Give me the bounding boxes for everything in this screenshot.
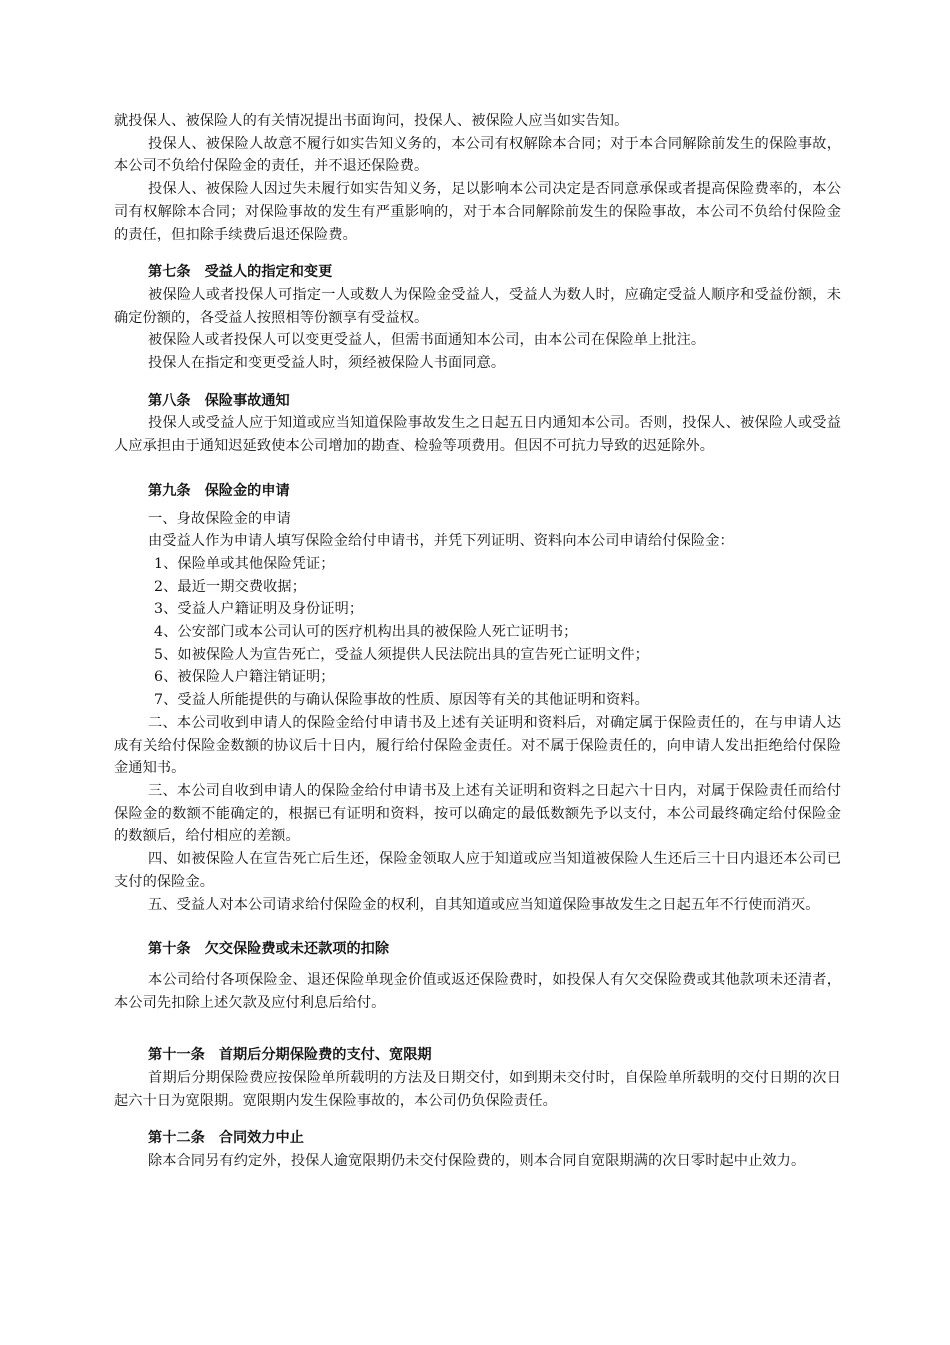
article-9-heading bbox=[114, 480, 841, 503]
article-9-paragraph-2: 二、本公司收到申请人的保险金给付申请书及上述有关证明和资料后，对确定属于保险责任的，在与申请人达成有关给付保险金数额的协议后十日内，履行给付保险金责任。对不属于保险责任的，向申请人发出拒绝给付保险金通知书。 bbox=[114, 714, 841, 777]
article-9-subheading-1: 一、身故保险金的申请 bbox=[148, 510, 291, 527]
list-item: 2、最近一期交费收据； bbox=[154, 578, 307, 595]
article-11-number: 第十一条 bbox=[148, 1047, 205, 1064]
article-12-heading bbox=[114, 1127, 841, 1150]
article-7-heading bbox=[114, 261, 841, 284]
article-11-heading bbox=[114, 1044, 841, 1067]
article-12-title: 合同效力中止 bbox=[218, 1130, 304, 1147]
article-11-title: 首期后分期保险费的支付、宽限期 bbox=[218, 1047, 432, 1064]
article-7-paragraph-3: 投保人在指定和变更受益人时，须经被保险人书面同意。 bbox=[148, 355, 506, 372]
list-item: 4、公安部门或本公司认可的医疗机构出具的被保险人死亡证明书； bbox=[154, 624, 578, 641]
article-7-paragraph-2: 被保险人或者投保人可以变更受益人，但需书面通知本公司，由本公司在保险单上批注。 bbox=[148, 332, 706, 349]
article-9-lead: 由受益人作为申请人填写保险金给付申请书，并凭下列证明、资料向本公司申请给付保险金： bbox=[148, 533, 734, 550]
list-item: 5、如被保险人为宣告死亡，受益人须提供人民法院出具的宣告死亡证明文件； bbox=[154, 646, 649, 663]
article-10-paragraph-1: 本公司给付各项保险金、退还保险单现金价值或返还保险费时，如投保人有欠交保险费或其他款项未还清者，本公司先扣除上述欠款及应付利息后给付。 bbox=[114, 971, 841, 1011]
article-8-title: 保险事故通知 bbox=[204, 392, 290, 409]
article-12-paragraph-1: 除本合同另有约定外，投保人逾宽限期仍未交付保险费的，则本合同自宽限期满的次日零时起中止效力。 bbox=[148, 1153, 806, 1170]
article-8-number: 第八条 bbox=[148, 392, 191, 409]
intro-paragraph-2: 投保人、被保险人故意不履行如实告知义务的，本公司有权解除本合同；对于本合同解除前发生的保险事故，本公司不负给付保险金的责任，并不退还保险费。 bbox=[114, 135, 841, 175]
list-item: 6、被保险人户籍注销证明； bbox=[154, 669, 335, 686]
article-10-title: 欠交保险费或未还款项的扣除 bbox=[204, 941, 390, 958]
document-page bbox=[114, 110, 841, 1173]
article-10-heading bbox=[114, 938, 841, 961]
article-7-paragraph-1: 被保险人或者投保人可指定一人或数人为保险金受益人，受益人为数人时，应确定受益人顺序和受益份额，未确定份额的，各受益人按照相等份额享有受益权。 bbox=[114, 286, 841, 326]
article-10-number: 第十条 bbox=[148, 941, 191, 958]
article-9-paragraph-3: 三、本公司自收到申请人的保险金给付申请书及上述有关证明和资料之日起六十日内，对属于保险责任而给付保险金的数额不能确定的，根据已有证明和资料，按可以确定的最低数额先予以支付，本公司最终确定给付保险金的数额后，给付相应的差额。 bbox=[114, 782, 841, 845]
article-8-heading bbox=[114, 390, 841, 413]
article-12-number: 第十二条 bbox=[148, 1130, 205, 1147]
article-11-paragraph-1: 首期后分期保险费应按保险单所载明的方法及日期交付，如到期未交付时，自保险单所载明的交付日期的次日起六十日为宽限期。宽限期内发生保险事故的，本公司仍负保险责任。 bbox=[114, 1070, 841, 1109]
article-9-paragraph-5: 五、受益人对本公司请求给付保险金的权利，自其知道或应当知道保险事故发生之日起五年不行使而消灭。 bbox=[148, 896, 820, 913]
article-9-paragraph-4: 四、如被保险人在宣告死亡后生还，保险金领取人应于知道或应当知道被保险人生还后三十日内退还本公司已支付的保险金。 bbox=[114, 851, 841, 890]
article-9-title: 保险金的申请 bbox=[204, 482, 290, 499]
intro-paragraph-1: 就投保人、被保险人的有关情况提出书面询问，投保人、被保险人应当如实告知。 bbox=[114, 113, 629, 129]
list-item: 3、受益人户籍证明及身份证明； bbox=[154, 601, 364, 618]
intro-paragraph-3: 投保人、被保险人因过失未履行如实告知义务，足以影响本公司决定是否同意承保或者提高保险费率的，本公司有权解除本合同；对保险事故的发生有严重影响的，对于本合同解除前发生的保险事故，本公司不负给付保险金的责任，但扣除手续费后退还保险费。 bbox=[114, 181, 841, 243]
article-9-number: 第九条 bbox=[148, 482, 191, 499]
list-item: 1、保险单或其他保险凭证； bbox=[154, 555, 335, 572]
article-7-number: 第七条 bbox=[148, 264, 191, 281]
article-8-paragraph-1: 投保人或受益人应于知道或应当知道保险事故发生之日起五日内通知本公司。否则，投保人、被保险人或受益人应承担由于通知迟延致使本公司增加的勘查、检验等项费用。但因不可抗力导致的迟延除外。 bbox=[114, 415, 841, 455]
list-item: 7、受益人所能提供的与确认保险事故的性质、原因等有关的其他证明和资料。 bbox=[154, 692, 649, 709]
article-7-title: 受益人的指定和变更 bbox=[204, 264, 333, 281]
